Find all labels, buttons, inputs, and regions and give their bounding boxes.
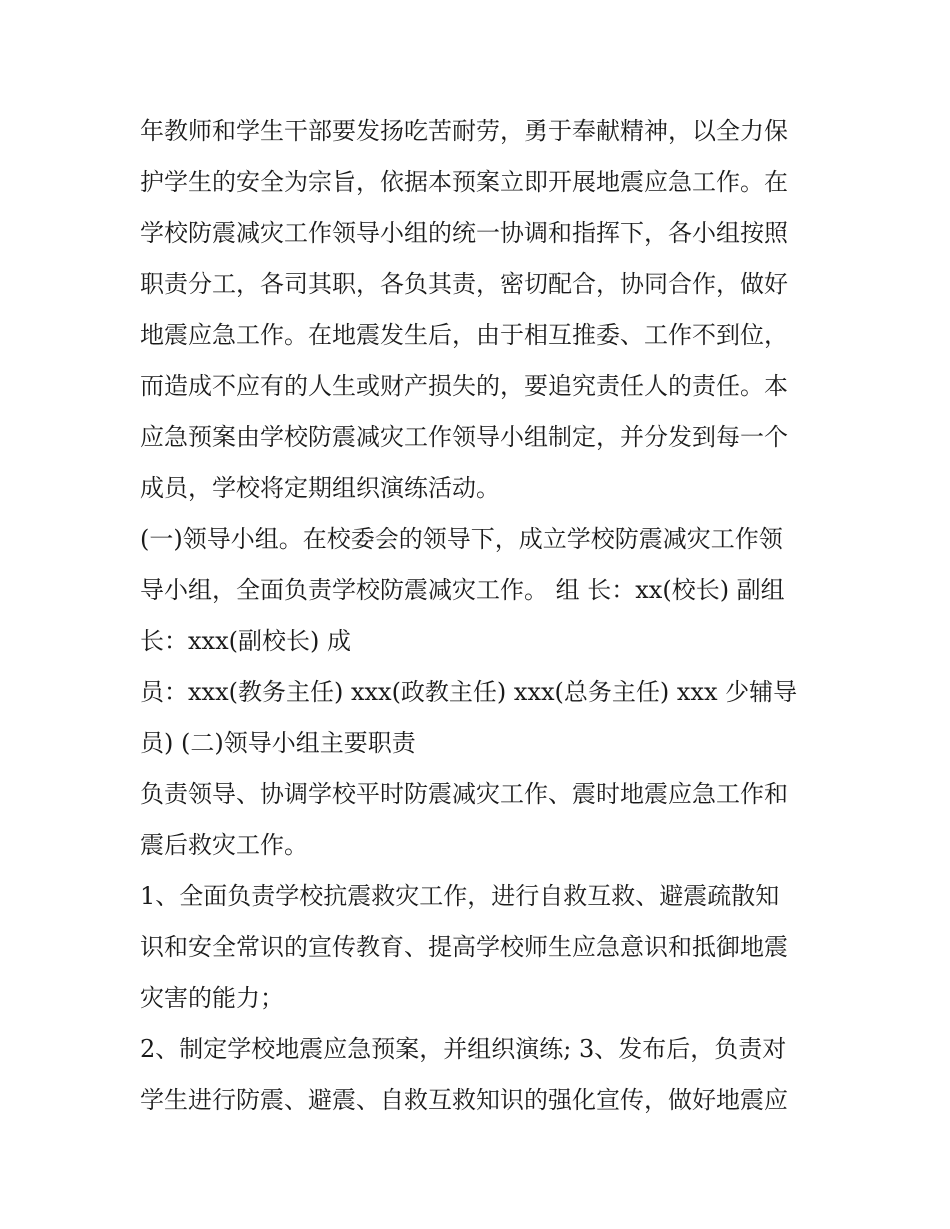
text-line: 长：xxx(副校长) 成: [140, 627, 351, 655]
text-line: 灾害的能力；: [140, 984, 284, 1012]
text-line: 学生进行防震、避震、自救互救知识的强化宣传，做好地震应: [140, 1086, 788, 1114]
text-line: 地震应急工作。在地震发生后，由于相互推委、工作不到位，: [140, 321, 788, 349]
document-body: [140, 106, 830, 1126]
text-line: 导小组，全面负责学校防震减灾工作。 组 长：xx(校长) 副组: [140, 576, 785, 604]
text-line: 1、全面负责学校抗震救灾工作，进行自救互救、避震疏散知: [140, 882, 780, 910]
text-line: 员) (二)领导小组主要职责: [140, 729, 416, 757]
text-line: 应急预案由学校防震减灾工作领导小组制定，并分发到每一个: [140, 423, 788, 451]
text-line: 成员，学校将定期组织演练活动。: [140, 474, 500, 502]
text-line: 震后救灾工作。: [140, 831, 308, 859]
text-line: 学校防震减灾工作领导小组的统一协调和指挥下，各小组按照: [140, 219, 788, 247]
text-line: 职责分工，各司其职，各负其责，密切配合，协同合作，做好: [140, 270, 788, 298]
text-line: 识和安全常识的宣传教育、提高学校师生应急意识和抵御地震: [140, 933, 788, 961]
text-line: 2、制定学校地震应急预案，并组织演练; 3、发布后，负责对: [140, 1035, 787, 1063]
text-line: (一)领导小组。在校委会的领导下，成立学校防震减灾工作领: [140, 525, 783, 553]
text-line: 护学生的安全为宗旨，依据本预案立即开展地震应急工作。在: [140, 168, 788, 196]
text-line: 而造成不应有的人生或财产损失的，要追究责任人的责任。本: [140, 372, 788, 400]
text-line: 员：xxx(教务主任) xxx(政教主任) xxx(总务主任) xxx 少辅导: [140, 678, 798, 706]
text-line: 负责领导、协调学校平时防震减灾工作、震时地震应急工作和: [140, 780, 788, 808]
text-line: 年教师和学生干部要发扬吃苦耐劳，勇于奉献精神，以全力保: [140, 117, 788, 145]
